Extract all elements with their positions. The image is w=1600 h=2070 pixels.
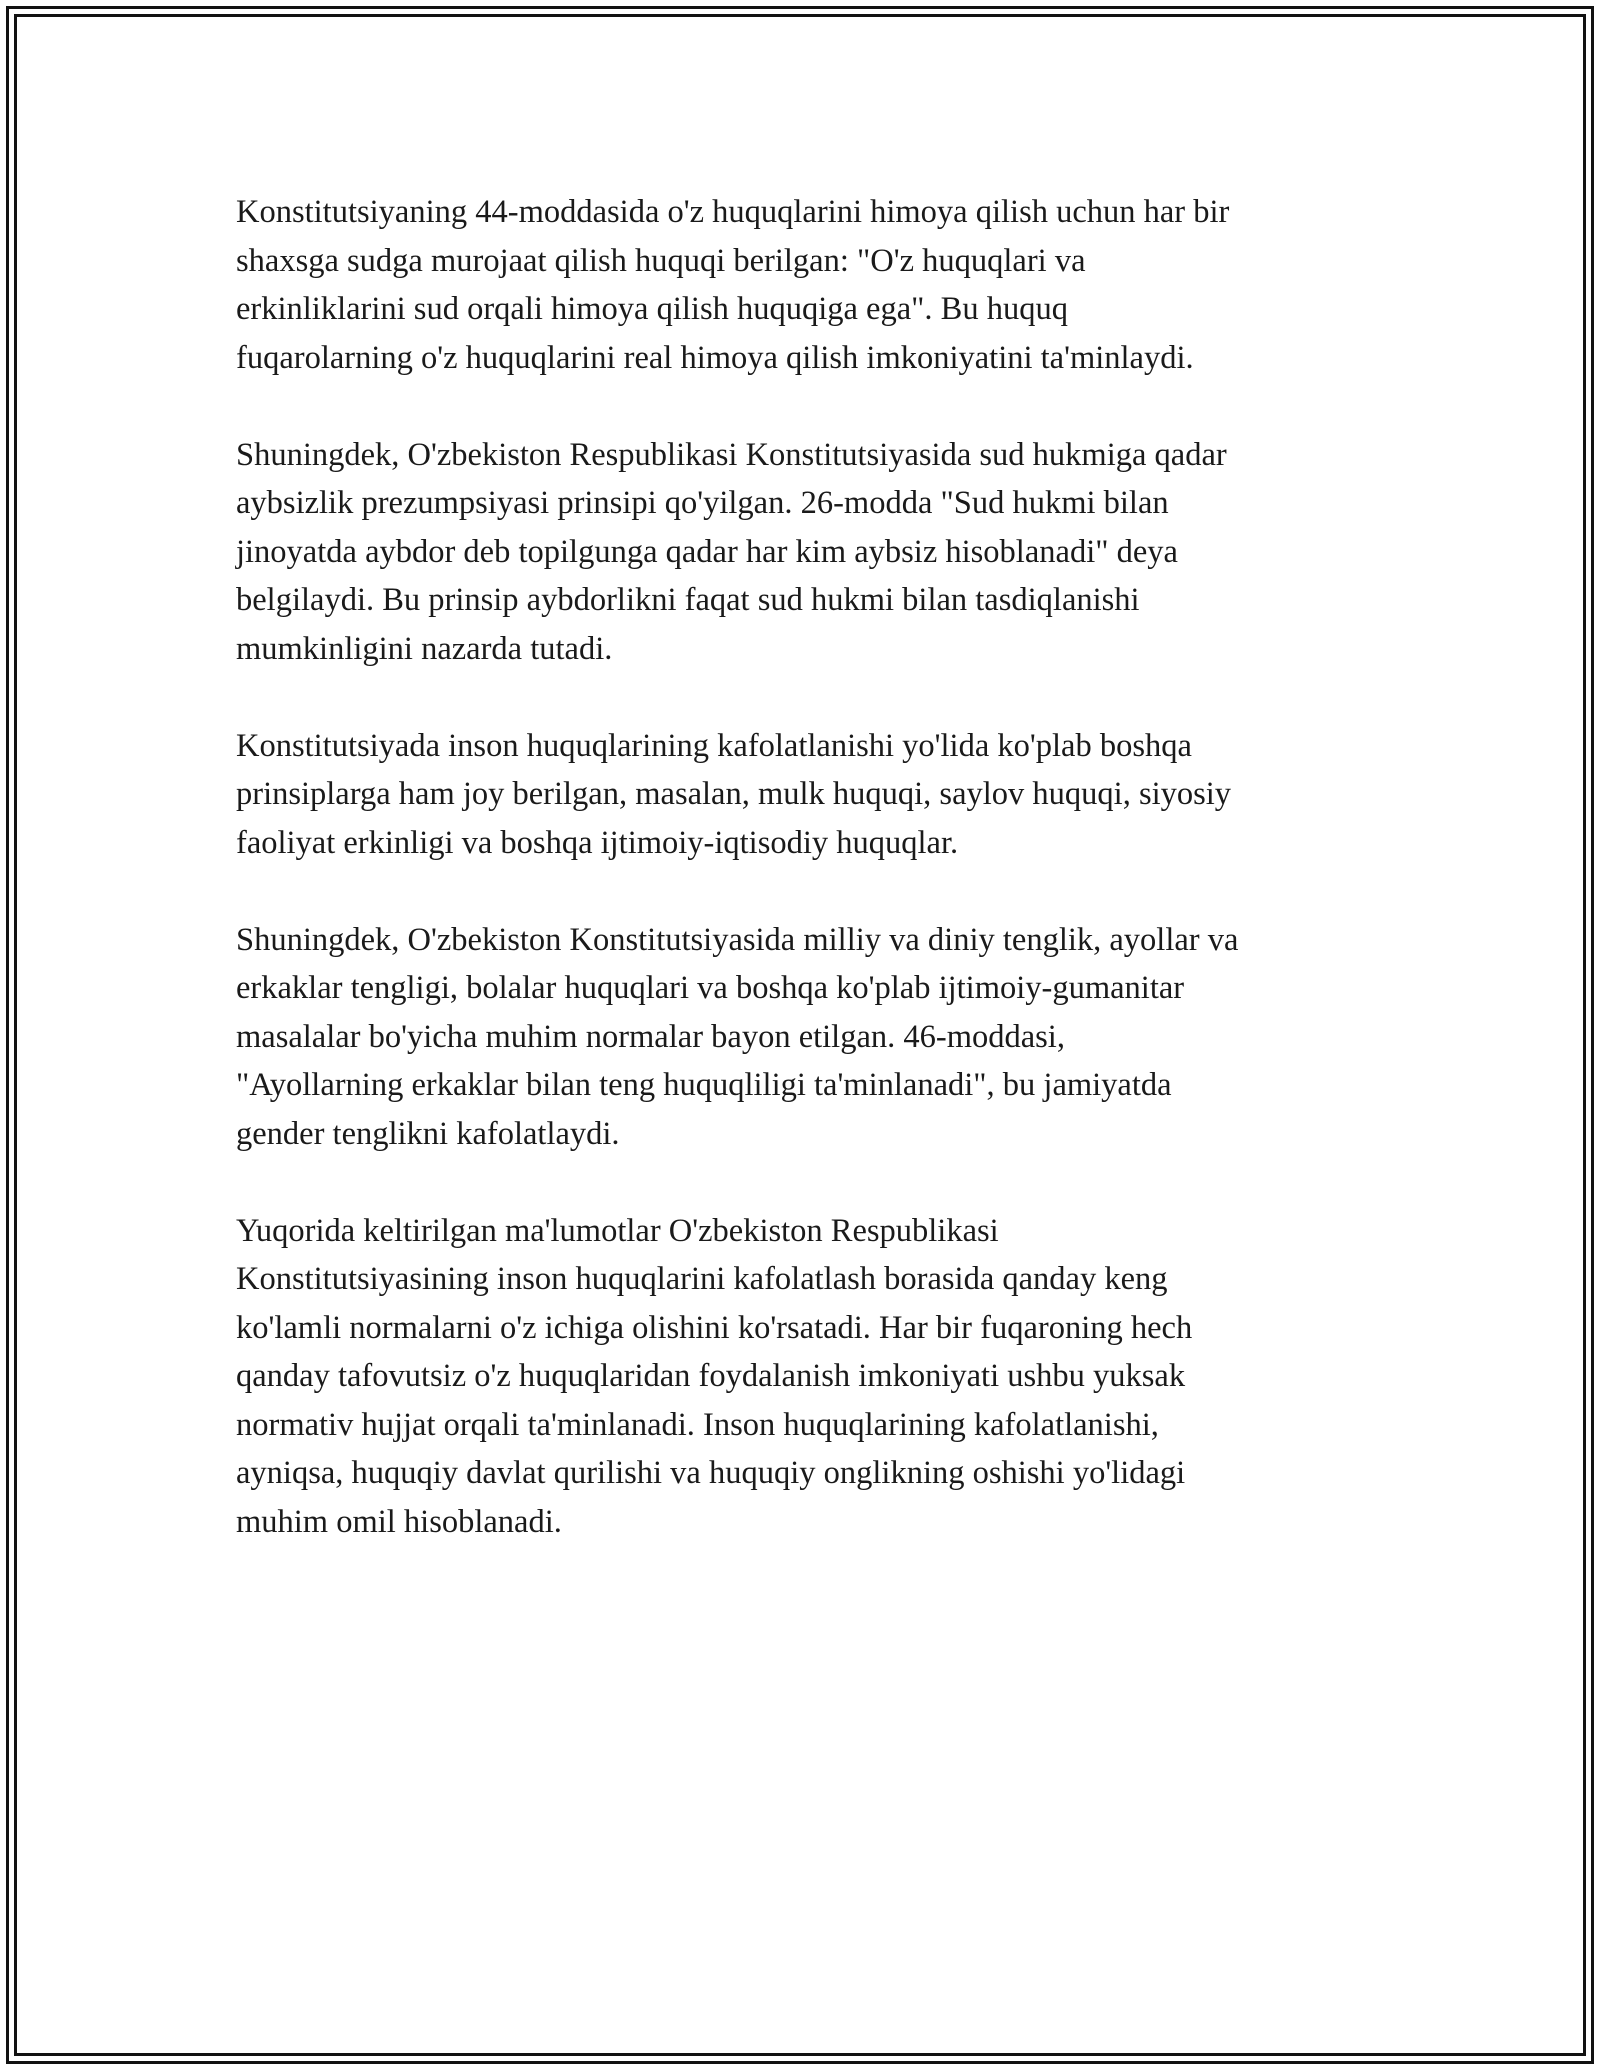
- paragraph-presumption-of-innocence: Shuningdek, O'zbekiston Respublikasi Konstitutsiyasida sud hukmiga qadar aybsizlik prezumpsiyasi prinsipi qo'yilgan. 26-modda "Sud hukmi bilan jinoyatda aybdor deb topilgunga qadar har kim aybsiz hisoblanadi" deya belgilaydi. Bu prinsip aybdorlikni faqat sud hukmi bilan tasdiqlanishi mumkinligini nazarda tutadi.: [236, 436, 1227, 667]
- paragraph-equality: Shuningdek, O'zbekiston Konstitutsiyasida milliy va diniy tenglik, ayollar va erkaklar tengligi, bolalar huquqlari va boshqa ko'plab ijtimoiy-gumanitar masalalar bo'yicha muhim normalar bayon etilgan. 46-moddasi, "Ayollarning erkaklar bilan teng huquqliligi ta'minlanadi", bu jamiyatda gender tenglikni kafolatlaydi.: [236, 921, 1239, 1152]
- paragraph-other-principles: Konstitutsiyada inson huquqlarining kafolatlanishi yo'lida ko'plab boshqa prinsiplarga ham joy berilgan, masalan, mulk huquqi, saylov huquqi, siyosiy faoliyat erkinligi va boshqa ijtimoiy-iqtisodiy huquqlar.: [236, 727, 1232, 861]
- paragraph-article-44: Konstitutsiyaning 44-moddasida o'z huquqlarini himoya qilish uchun har bir shaxsga sudga murojaat qilish huquqi berilgan: "O'z huquqlari va erkinliklarini sud orqali himoya qilish huquqiga ega". Bu huquq fuqarolarning o'z huquqlarini real himoya qilish imkoniyatini ta'minlaydi.: [236, 194, 1230, 376]
- paragraph-conclusion: Yuqorida keltirilgan ma'lumotlar O'zbekiston Respublikasi Konstitutsiyasining inson huquqlarini kafolatlash borasida qanday keng ko'lamli normalarni o'z ichiga olishini ko'rsatadi. Har bir fuqaroning hech qanday tafovutsiz o'z huquqlaridan foydalanish imkoniyati ushbu yuksak normativ hujjat orqali ta'minlanadi. Inson huquqlarining kafolatlanishi, ayniqsa, huquqiy davlat qurilishi va huquqiy onglikning oshishi yo'lidagi muhim omil hisoblanadi.: [236, 1212, 1193, 1540]
- document-body: [236, 188, 1376, 1595]
